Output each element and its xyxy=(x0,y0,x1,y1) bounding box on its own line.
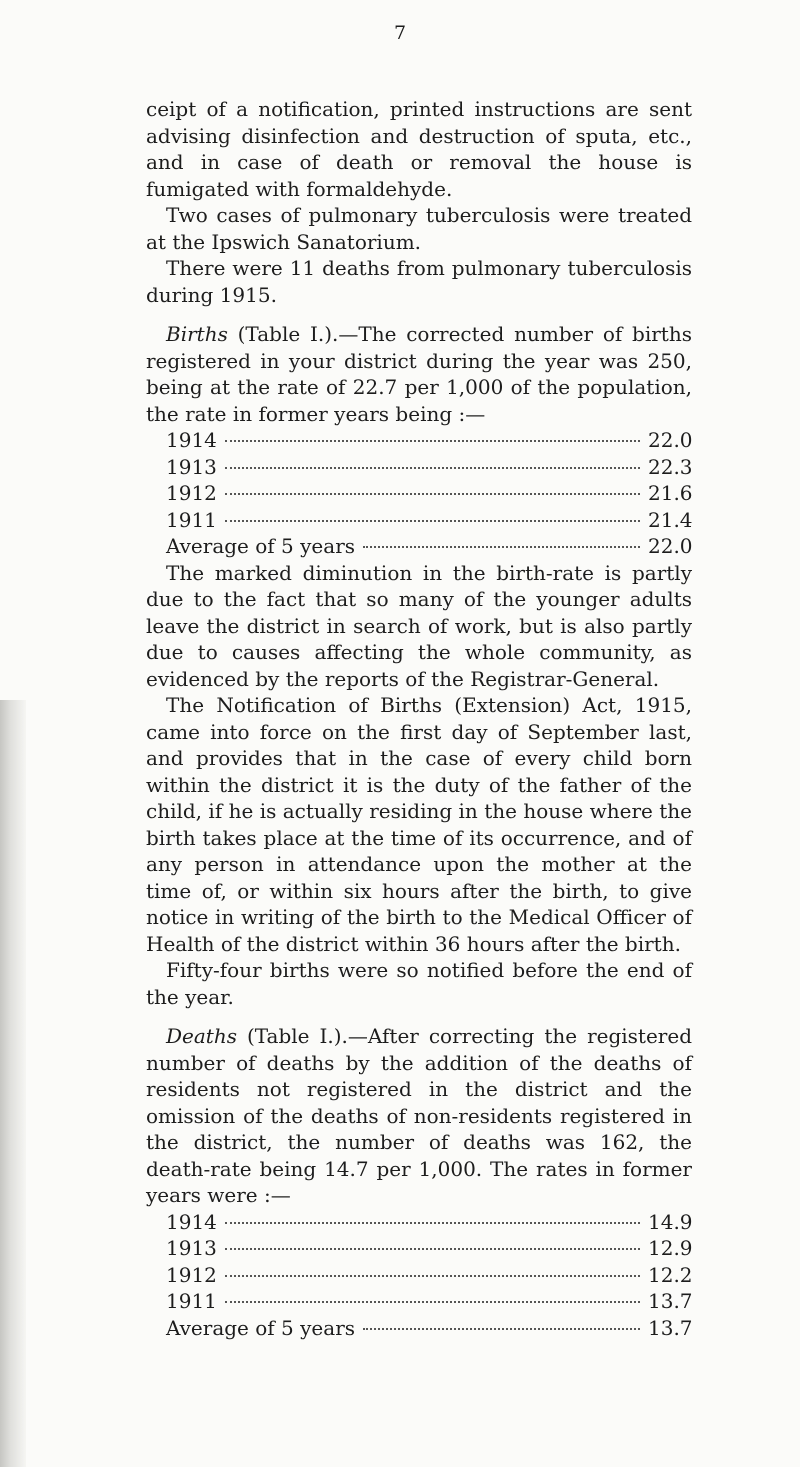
birth-rate-row xyxy=(166,533,692,560)
rate-value: 21.6 xyxy=(648,481,693,505)
deaths-paragraph xyxy=(146,1023,692,1209)
paragraph-birth-rate-diminution: The marked diminution in the birth-rate is partly due to the fact that so many of the younger adults leave the district in search of work, but is also partly due to causes affecting the whole community, as evidenced by the reports of the Registrar-General. xyxy=(146,560,692,691)
rate-year: 1911 xyxy=(166,1289,217,1313)
binding-shadow xyxy=(0,700,26,1467)
rate-value: 12.2 xyxy=(648,1262,693,1287)
leader-dots xyxy=(225,1248,640,1250)
rate-year: Average of 5 years xyxy=(166,1315,356,1340)
birth-rate-row xyxy=(166,507,692,534)
death-rate-row xyxy=(166,1315,692,1342)
rate-year: 1912 xyxy=(166,481,217,505)
paragraph-notification-act: The Notification of Births (Extension) Act, 1915, came into force on the first day of September last, and provides that in the case of every child born within the district it is the duty of the father of the child, if he is actually residing in the house where the birth takes place at the time of its occurrence, and of any person in attendance upon the mother at the time of, or within six hours after the birth, to give notice in writing of the birth to the Medical Officer of Health of the district within 36 hours after the birth. xyxy=(146,693,692,956)
leader-dots xyxy=(225,1301,640,1303)
rate-year: 1912 xyxy=(166,1262,217,1287)
births-paragraph xyxy=(146,321,692,427)
rate-year: 1913 xyxy=(166,454,217,479)
leader-dots xyxy=(363,1328,640,1330)
rate-year: 1913 xyxy=(166,1236,217,1260)
rate-year: 1914 xyxy=(166,1209,217,1234)
birth-rates-table xyxy=(166,427,692,560)
death-rates-table xyxy=(166,1209,692,1342)
deaths-text: (Table I.).—After correcting the registered number of deaths by the addition of the deaths of residents not registered in the district and the omission of the deaths of non-residents registered in the district, the number of deaths was 162, the death-rate being 14.7 per 1,000. The rates in former years were :— xyxy=(146,1024,692,1207)
page-number: 7 xyxy=(393,22,407,44)
birth-rate-row xyxy=(166,454,692,481)
rate-value: 13.7 xyxy=(648,1289,693,1313)
rate-year: 1914 xyxy=(166,428,217,452)
rate-value: 12.9 xyxy=(648,1236,693,1260)
death-rate-row xyxy=(166,1262,692,1289)
leader-dots xyxy=(225,440,640,442)
rate-year: Average of 5 years xyxy=(166,534,356,558)
rate-value: 14.9 xyxy=(648,1209,693,1234)
death-rate-row xyxy=(166,1288,692,1315)
rate-year: 1911 xyxy=(166,507,217,532)
rate-value: 22.0 xyxy=(648,534,693,558)
rate-value: 22.3 xyxy=(648,454,693,479)
leader-dots xyxy=(225,520,640,522)
birth-rate-row xyxy=(166,480,692,507)
leader-dots xyxy=(225,1222,640,1224)
rate-value: 21.4 xyxy=(648,507,693,532)
page-body xyxy=(146,96,692,1341)
birth-rate-row xyxy=(166,427,692,454)
rate-value: 22.0 xyxy=(648,428,693,452)
paragraph-sanatorium: Two cases of pulmonary tuberculosis were treated at the Ipswich Sanatorium. xyxy=(146,203,692,254)
paragraph-notification: ceipt of a notification, printed instructions are sent advising disinfection and destruction of sputa, etc., and in case of death or removal the house is fumigated with formaldehyde. xyxy=(146,97,692,201)
rate-value: 13.7 xyxy=(648,1315,693,1340)
death-rate-row xyxy=(166,1235,692,1262)
births-heading: Births xyxy=(166,322,228,346)
deaths-heading: Deaths xyxy=(166,1024,237,1048)
paragraph-tb-deaths: There were 11 deaths from pulmonary tuberculosis during 1915. xyxy=(146,256,692,307)
leader-dots xyxy=(363,546,640,548)
leader-dots xyxy=(225,467,640,469)
leader-dots xyxy=(225,493,640,495)
births-text: (Table I.).—The corrected number of births registered in your district during the year was 250, being at the rate of 22.7 per 1,000 of the population, the rate in former years being :— xyxy=(146,322,692,426)
death-rate-row xyxy=(166,1209,692,1236)
leader-dots xyxy=(225,1275,640,1277)
paragraph-births-notified: Fifty-four births were so notified before the end of the year. xyxy=(146,958,692,1009)
